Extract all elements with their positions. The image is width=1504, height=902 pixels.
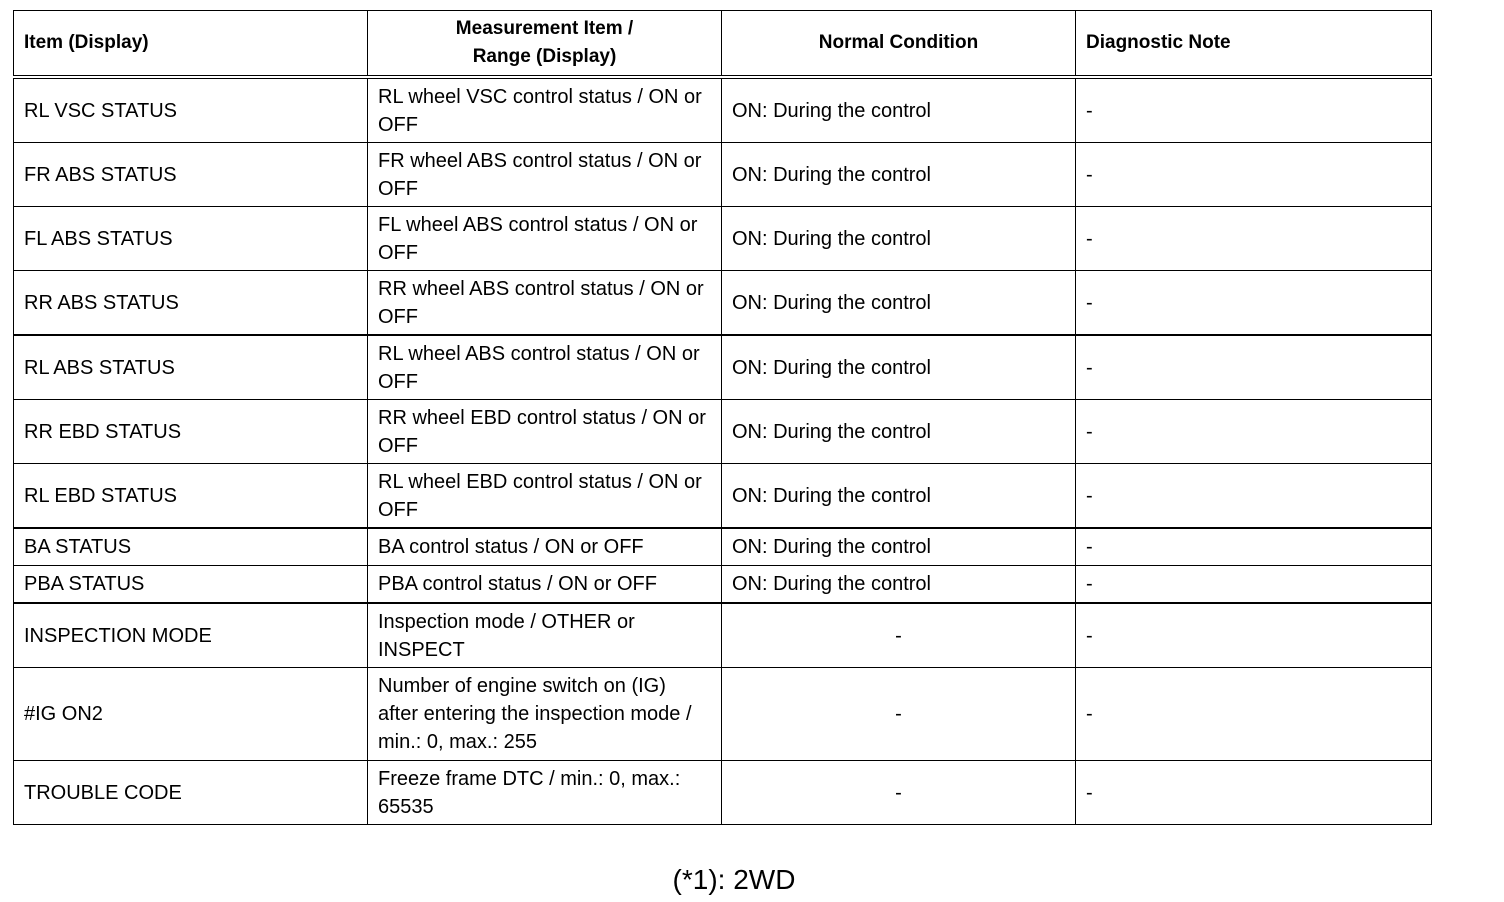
measurement-cell: FL wheel ABS control status / ON or OFF bbox=[368, 207, 722, 271]
measurement-cell: Number of engine switch on (IG) after entering the inspection mode / min.: 0, max.: 255 bbox=[368, 668, 722, 761]
item-cell: FR ABS STATUS bbox=[14, 143, 368, 207]
normal-condition-cell: - bbox=[722, 603, 1076, 668]
measurement-cell: RR wheel EBD control status / ON or OFF bbox=[368, 400, 722, 464]
table-row bbox=[14, 143, 1432, 207]
table-row bbox=[14, 668, 1432, 761]
normal-condition-cell: - bbox=[722, 668, 1076, 761]
table-row bbox=[14, 335, 1432, 400]
table-header-row bbox=[14, 11, 1432, 78]
table-row bbox=[14, 207, 1432, 271]
measurement-cell: RL wheel EBD control status / ON or OFF bbox=[368, 464, 722, 529]
table-row bbox=[14, 566, 1432, 604]
table-row bbox=[14, 464, 1432, 529]
item-cell: BA STATUS bbox=[14, 528, 368, 566]
item-cell: INSPECTION MODE bbox=[14, 603, 368, 668]
normal-condition-cell: ON: During the control bbox=[722, 335, 1076, 400]
normal-condition-cell: ON: During the control bbox=[722, 464, 1076, 529]
item-cell: #IG ON2 bbox=[14, 668, 368, 761]
item-cell: RL EBD STATUS bbox=[14, 464, 368, 529]
footnote: (*1): 2WD bbox=[672, 864, 796, 895]
header-measurement-item: Measurement Item / Range (Display) bbox=[368, 11, 722, 78]
table-row bbox=[14, 271, 1432, 336]
table-row bbox=[14, 603, 1432, 668]
table-row bbox=[14, 761, 1432, 825]
measurement-cell: RL wheel VSC control status / ON or OFF bbox=[368, 77, 722, 143]
header-diagnostic-note: Diagnostic Note bbox=[1076, 11, 1432, 78]
measurement-cell: RL wheel ABS control status / ON or OFF bbox=[368, 335, 722, 400]
diagnostic-note-cell: - bbox=[1076, 143, 1432, 207]
diagnostic-note-cell: - bbox=[1076, 400, 1432, 464]
diagnostic-note-cell: - bbox=[1076, 668, 1432, 761]
normal-condition-cell: - bbox=[722, 761, 1076, 825]
item-cell: RL ABS STATUS bbox=[14, 335, 368, 400]
header-item-display: Item (Display) bbox=[14, 11, 368, 78]
table-row bbox=[14, 528, 1432, 566]
data-list-table-container bbox=[13, 10, 1431, 825]
normal-condition-cell: ON: During the control bbox=[722, 400, 1076, 464]
item-cell: RR EBD STATUS bbox=[14, 400, 368, 464]
normal-condition-cell: ON: During the control bbox=[722, 77, 1076, 143]
normal-condition-cell: ON: During the control bbox=[722, 271, 1076, 336]
normal-condition-cell: ON: During the control bbox=[722, 566, 1076, 604]
measurement-cell: Freeze frame DTC / min.: 0, max.: 65535 bbox=[368, 761, 722, 825]
diagnostic-note-cell: - bbox=[1076, 528, 1432, 566]
measurement-cell: Inspection mode / OTHER or INSPECT bbox=[368, 603, 722, 668]
table-row bbox=[14, 400, 1432, 464]
diagnostic-note-cell: - bbox=[1076, 271, 1432, 336]
item-cell: PBA STATUS bbox=[14, 566, 368, 604]
diagnostic-note-cell: - bbox=[1076, 207, 1432, 271]
measurement-cell: BA control status / ON or OFF bbox=[368, 528, 722, 566]
data-list-table bbox=[13, 10, 1432, 825]
item-cell: RL VSC STATUS bbox=[14, 77, 368, 143]
normal-condition-cell: ON: During the control bbox=[722, 143, 1076, 207]
diagnostic-note-cell: - bbox=[1076, 761, 1432, 825]
normal-condition-cell: ON: During the control bbox=[722, 207, 1076, 271]
diagnostic-note-cell: - bbox=[1076, 464, 1432, 529]
diagnostic-note-cell: - bbox=[1076, 566, 1432, 604]
header-normal-condition: Normal Condition bbox=[722, 11, 1076, 78]
measurement-cell: PBA control status / ON or OFF bbox=[368, 566, 722, 604]
diagnostic-note-cell: - bbox=[1076, 335, 1432, 400]
diagnostic-note-cell: - bbox=[1076, 77, 1432, 143]
item-cell: TROUBLE CODE bbox=[14, 761, 368, 825]
table-row bbox=[14, 77, 1432, 143]
diagnostic-note-cell: - bbox=[1076, 603, 1432, 668]
normal-condition-cell: ON: During the control bbox=[722, 528, 1076, 566]
item-cell: FL ABS STATUS bbox=[14, 207, 368, 271]
measurement-cell: FR wheel ABS control status / ON or OFF bbox=[368, 143, 722, 207]
item-cell: RR ABS STATUS bbox=[14, 271, 368, 336]
measurement-cell: RR wheel ABS control status / ON or OFF bbox=[368, 271, 722, 336]
